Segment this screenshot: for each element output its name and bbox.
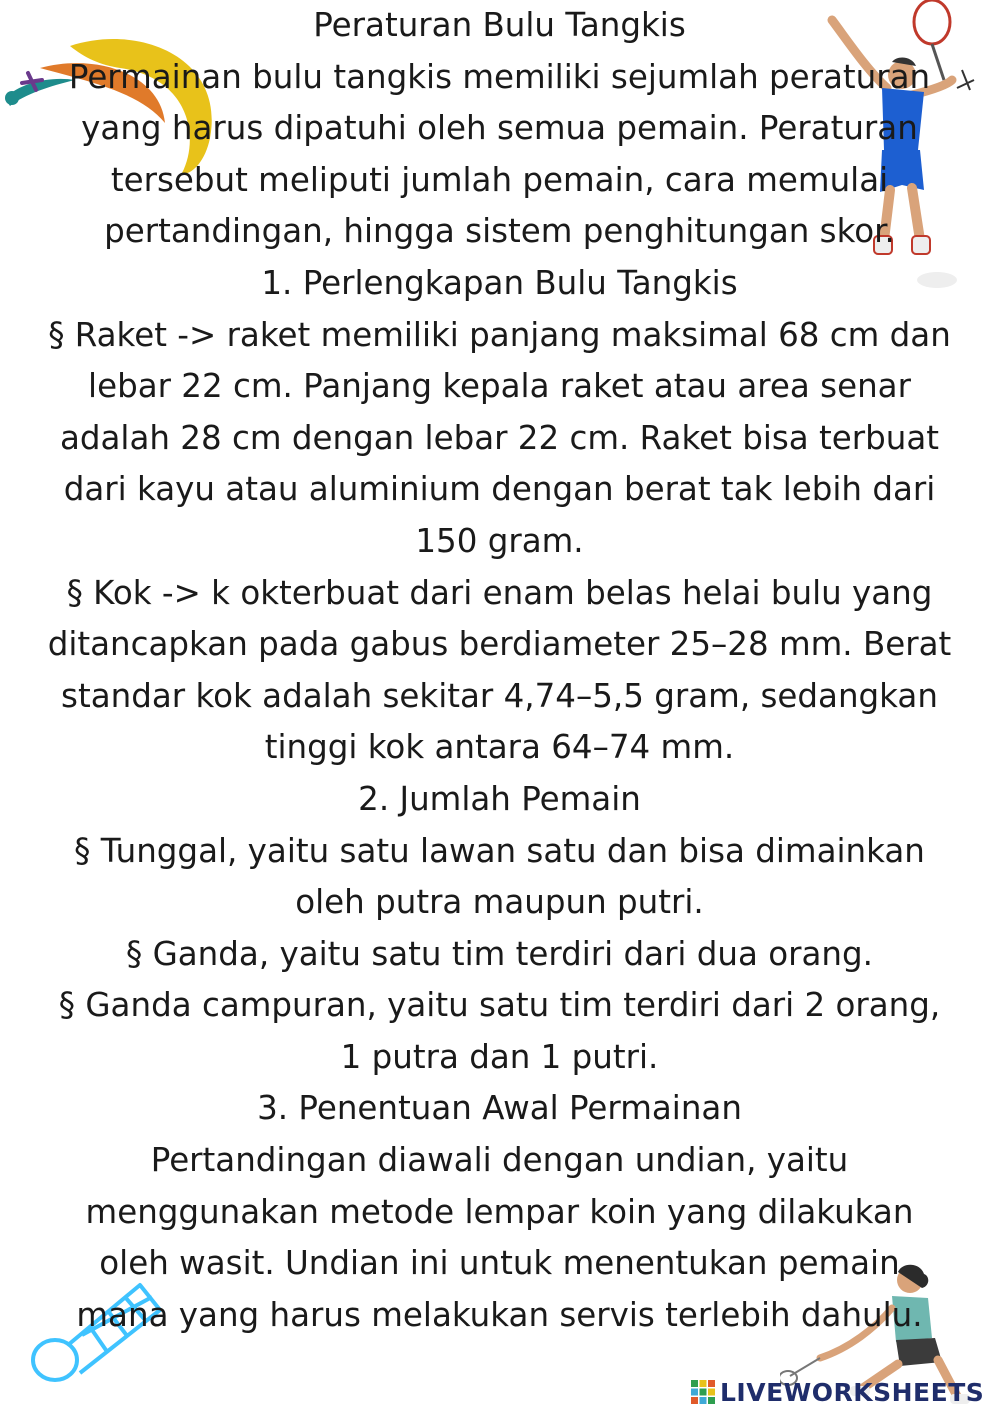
logo-text: LIVEWORKSHEETS bbox=[720, 1377, 985, 1407]
text-line: oleh wasit. Undian ini untuk menentukan pemain bbox=[99, 1244, 900, 1283]
text-line: 2. Jumlah Pemain bbox=[358, 779, 641, 818]
text-line: mana yang harus melakukan servis terlebih dahulu. bbox=[76, 1295, 923, 1334]
text-line: adalah 28 cm dengan lebar 22 cm. Raket bisa terbuat bbox=[59, 418, 940, 457]
text-line: tersebut meliputi jumlah pemain, cara memulai bbox=[110, 160, 889, 199]
text-line: § Tunggal, yaitu satu lawan satu dan bisa dimainkan bbox=[74, 831, 925, 870]
text-line: Peraturan Bulu Tangkis bbox=[313, 6, 686, 44]
text-line: Pertandingan diawali dengan undian, yaitu bbox=[150, 1141, 849, 1180]
liveworksheets-logo bbox=[690, 1372, 984, 1412]
text-line: menggunakan metode lempar koin yang dilakukan bbox=[85, 1192, 914, 1231]
text-line: oleh putra maupun putri. bbox=[295, 883, 704, 922]
text-line: lebar 22 cm. Panjang kepala raket atau area senar bbox=[88, 367, 911, 406]
text-line: tinggi kok antara 64–74 mm. bbox=[264, 728, 735, 767]
text-line: 1. Perlengkapan Bulu Tangkis bbox=[261, 263, 738, 302]
text-line: yang harus dipatuhi oleh semua pemain. Peraturan bbox=[81, 109, 918, 148]
liveworksheets-grid-icon bbox=[690, 1379, 716, 1405]
text-line: dari kayu atau aluminium dengan berat tak lebih dari bbox=[63, 470, 936, 509]
text-line: § Ganda campuran, yaitu satu tim terdiri dari 2 orang, bbox=[58, 986, 941, 1025]
text-line: § Kok -> k okterbuat dari enam belas helai bulu yang bbox=[66, 573, 933, 612]
text-line: § Ganda, yaitu satu tim terdiri dari dua orang. bbox=[126, 934, 873, 973]
text-line: 1 putra dan 1 putri. bbox=[340, 1037, 659, 1076]
text-line: pertandingan, hingga sistem penghitungan skor. bbox=[104, 212, 895, 251]
text-line: § Raket -> raket memiliki panjang maksimal 68 cm dan bbox=[48, 315, 951, 354]
text-line: 150 gram. bbox=[415, 521, 584, 560]
text-line: standar kok adalah sekitar 4,74–5,5 gram, sedangkan bbox=[61, 676, 938, 715]
text-line: 3. Penentuan Awal Permainan bbox=[257, 1089, 742, 1128]
text-line: Permainan bulu tangkis memiliki sejumlah peraturan bbox=[68, 57, 931, 96]
text-line: ditancapkan pada gabus berdiameter 25–28 mm. Berat bbox=[47, 625, 952, 664]
